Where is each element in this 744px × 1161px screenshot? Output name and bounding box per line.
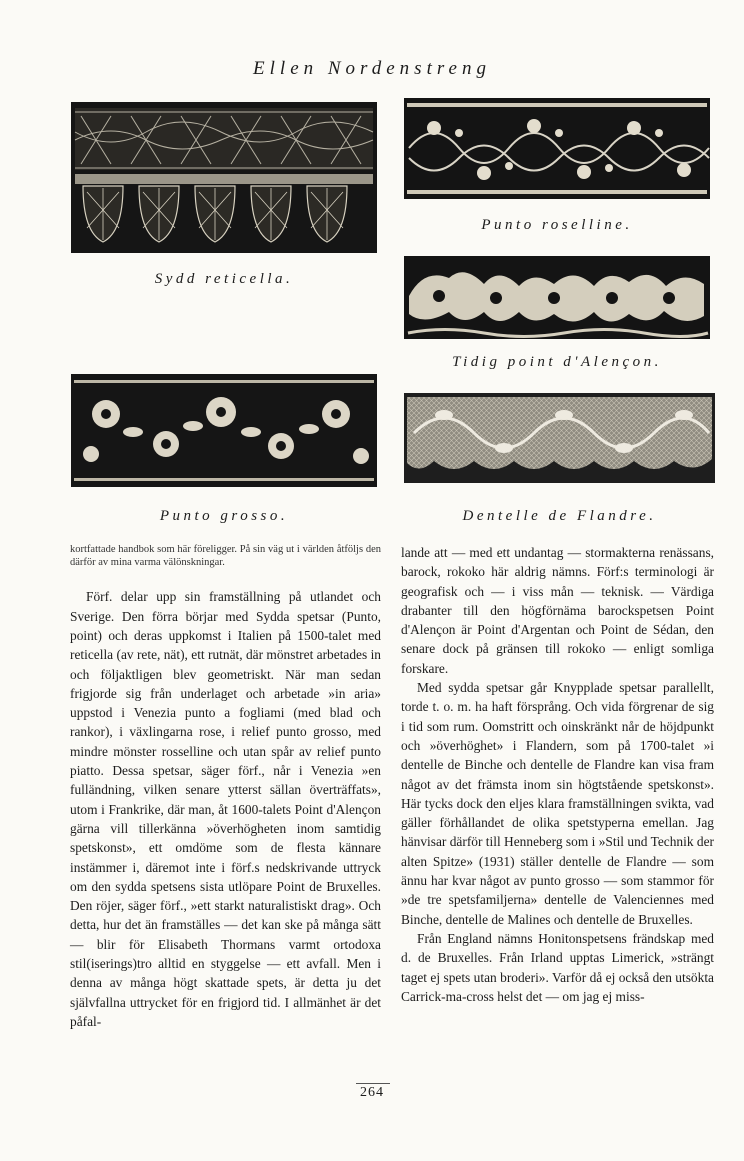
caption-dentelle-de-flandre: Dentelle de Flandre. bbox=[462, 508, 657, 524]
footnote: kortfattade handbok som här föreligger. På sin väg ut i världen åtföljs den därför av mina varma välönskningar. bbox=[70, 544, 381, 569]
lace-plate-punto-grosso bbox=[71, 374, 377, 487]
paragraph: Från England nämns Honitonspetsens frändskap med d. de Bruxelles. Från Irland upptas Limerick, »strängt taget ej spets utan broderi». Varför då ej också den utsökta Carrick-ma-cross helst det — om jag ej miss- bbox=[401, 930, 714, 1004]
lace-plate-dentelle-de-flandre bbox=[404, 393, 715, 483]
page-number: 264 bbox=[360, 1085, 384, 1100]
caption-punto-grosso: Punto grosso. bbox=[159, 508, 289, 524]
lace-plate-punto-roselline bbox=[404, 98, 710, 199]
folio-rule bbox=[356, 1083, 390, 1084]
paragraph: Förf. delar upp sin framställning på utlandet och Sverige. Den förra börjar med Sydda spetsar (Punto, point) och deras uppkomst i Italien på 1500-talet med reticella (av rete, nät), ett rutnät, där mönstret arbetades in och följaktligen blev geometriskt. När man sedan frigjorde sig från underlaget och arbetade »in aria» uppstod i Venezia punto a fogliami (med blad och rankor), i växlingarna rose, i relief punto grosso, med mindre mönster rosselline och utan spår av relief punto piatto. Dessa spetsar, säger förf., når i Venezia »en fulländning, vilken senare ytterst sällan överträffats», utom i Frankrike, där man, åt 1600-talets Point d'Alençon gärna vill tillerkänna »överhögheten inom samtidig spetskonst», ett omdöme som de flesta kännare instämmer i, däremot inte i förf.s nedskrivande uttryck om den sydda spetsens sista utlöpare Point de Bruxelles. Den röjer, säger förf., »ett starkt naturalistiskt drag». Och detta, hur det än framställes — det kan ske på många sätt — blir för Elisabeth Thormans varmt ortodoxa stil(iserings)tro alltid en styggelse — ett avfall. Men i denna av många högt skattade spets, är detta ju det självfallna uttrycket för en frigjord tid. I allmänhet är det påfal- bbox=[70, 589, 381, 1029]
lace-plate-reticella bbox=[71, 102, 377, 253]
running-header: Ellen Nordenstreng bbox=[253, 58, 491, 79]
caption-punto-roselline: Punto roselline. bbox=[481, 217, 633, 233]
caption-point-dalencon: Tidig point d'Alençon. bbox=[452, 354, 662, 370]
text-column-left bbox=[70, 543, 381, 1031]
paragraph: lande att — med ett undantag — stormakterna renässans, barock, rokoko här aldrig nämns. Förf:s terminologi är geografisk och — i viss mån — teknisk. — Värdiga drabanter till den högförnäma barockspetsen Point d'Alençon är Point d'Argentan och Point de Sédan, den senare dock på gränsen till rokoko — enligt somliga forskare. bbox=[401, 545, 714, 676]
caption-reticella: Sydd reticella. bbox=[154, 271, 294, 287]
paragraph: Med sydda spetsar går Knypplade spetsar parallellt, torde t. o. m. ha haft försprång. Och vida förgrenar de sig i tid som rum. Oomstritt och oinskränkt når de höjdpunkt och »överhöghet» i Flandern, som på 1700-talet »i dentelle de Binche och dentelle de Flandre kan visa fram något av det främsta inom sin högtstående spetskonst». Här tycks dock den eljes klara framställningen svikta, vad gäller förhållandet de olika spetstyperna emellan. Jag hänvisar därför till Henneberg som i »Stil und Technik der alten Spitze» (1931) ställer dentelle de Flandre — som ännu har kvar något av punto grosso — som stammor för »de tre spetsfamiljerna» dentelle de Valenciennes med Binche, dentelle de Malines och dentelle de Bruxelles. bbox=[401, 680, 714, 927]
text-column-right bbox=[401, 543, 714, 1006]
lace-plate-point-dalencon bbox=[404, 256, 710, 339]
